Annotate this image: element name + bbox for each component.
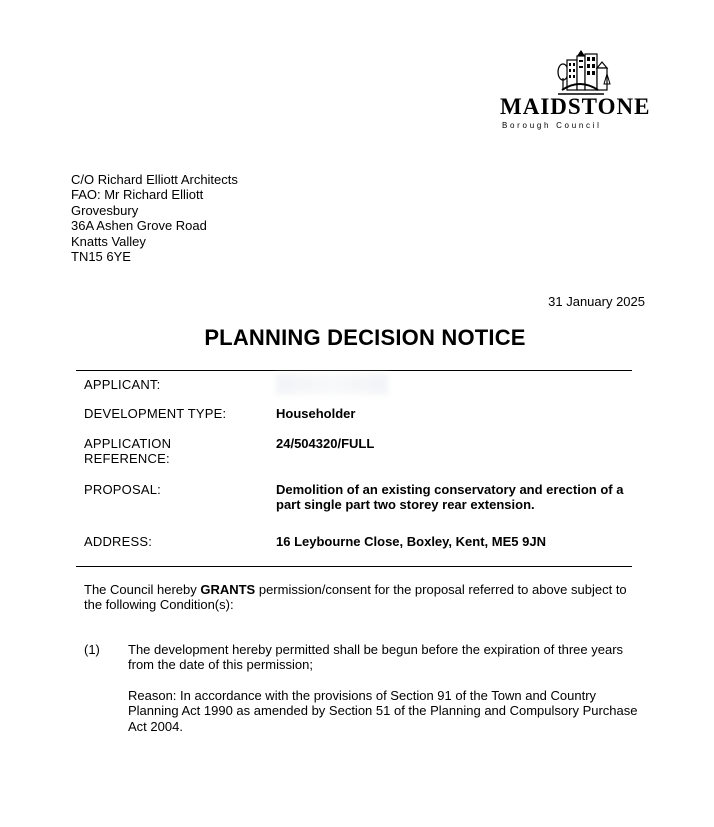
notice-date: 31 January 2025 xyxy=(548,294,645,309)
condition-reason: Reason: In accordance with the provisions of Section 91 of the Town and Country Planning Act 1990 as amended by Section 51 of the Planning and Compulsory Purchase Act 2004. xyxy=(128,688,638,734)
condition-text: The development hereby permitted shall be begun before the expiration of three years from the date of this permission; xyxy=(128,642,624,673)
address-line: C/O Richard Elliott Architects xyxy=(71,172,238,187)
address-value: 16 Leybourne Close, Boxley, Kent, ME5 9JN xyxy=(276,534,546,549)
application-reference-label-line: REFERENCE: xyxy=(84,451,170,467)
address-label: ADDRESS: xyxy=(84,534,153,549)
condition-number: (1) xyxy=(84,642,100,657)
page-title: PLANNING DECISION NOTICE xyxy=(204,325,526,350)
development-type-value: Householder xyxy=(276,406,356,421)
top-divider xyxy=(76,370,632,371)
application-reference-label-line: APPLICATION xyxy=(84,436,172,451)
redacted-applicant xyxy=(276,374,388,394)
bottom-divider xyxy=(76,566,632,567)
grant-text-before: The Council hereby xyxy=(84,582,201,597)
address-line: TN15 6YE xyxy=(71,249,131,265)
council-logo xyxy=(500,48,651,134)
application-reference-label xyxy=(84,436,171,467)
grant-paragraph xyxy=(84,582,644,613)
address-line: 36A Ashen Grove Road xyxy=(71,218,207,234)
proposal-value: Demolition of an existing conservatory and erection of a part single part two storey rear extension. xyxy=(276,482,624,513)
recipient-address xyxy=(71,172,238,264)
address-line: FAO: Mr Richard Elliott xyxy=(71,187,204,203)
logo-subtitle: Borough Council xyxy=(502,121,602,130)
address-line: Knatts Valley xyxy=(71,233,146,249)
development-type-label: DEVELOPMENT TYPE: xyxy=(84,406,227,421)
grant-text-after: permission/consent for the proposal referred to above subject to the following Condition(s): xyxy=(84,582,627,613)
application-reference-value: 24/504320/FULL xyxy=(276,436,375,451)
applicant-label: APPLICANT: xyxy=(84,377,161,392)
address-line: Grovesbury xyxy=(71,202,139,218)
proposal-label: PROPOSAL: xyxy=(84,482,161,497)
logo-wordmark: MAIDSTONE xyxy=(500,94,651,119)
grant-emphasis: GRANTS xyxy=(200,582,256,597)
skyline-crest-icon xyxy=(500,48,646,98)
